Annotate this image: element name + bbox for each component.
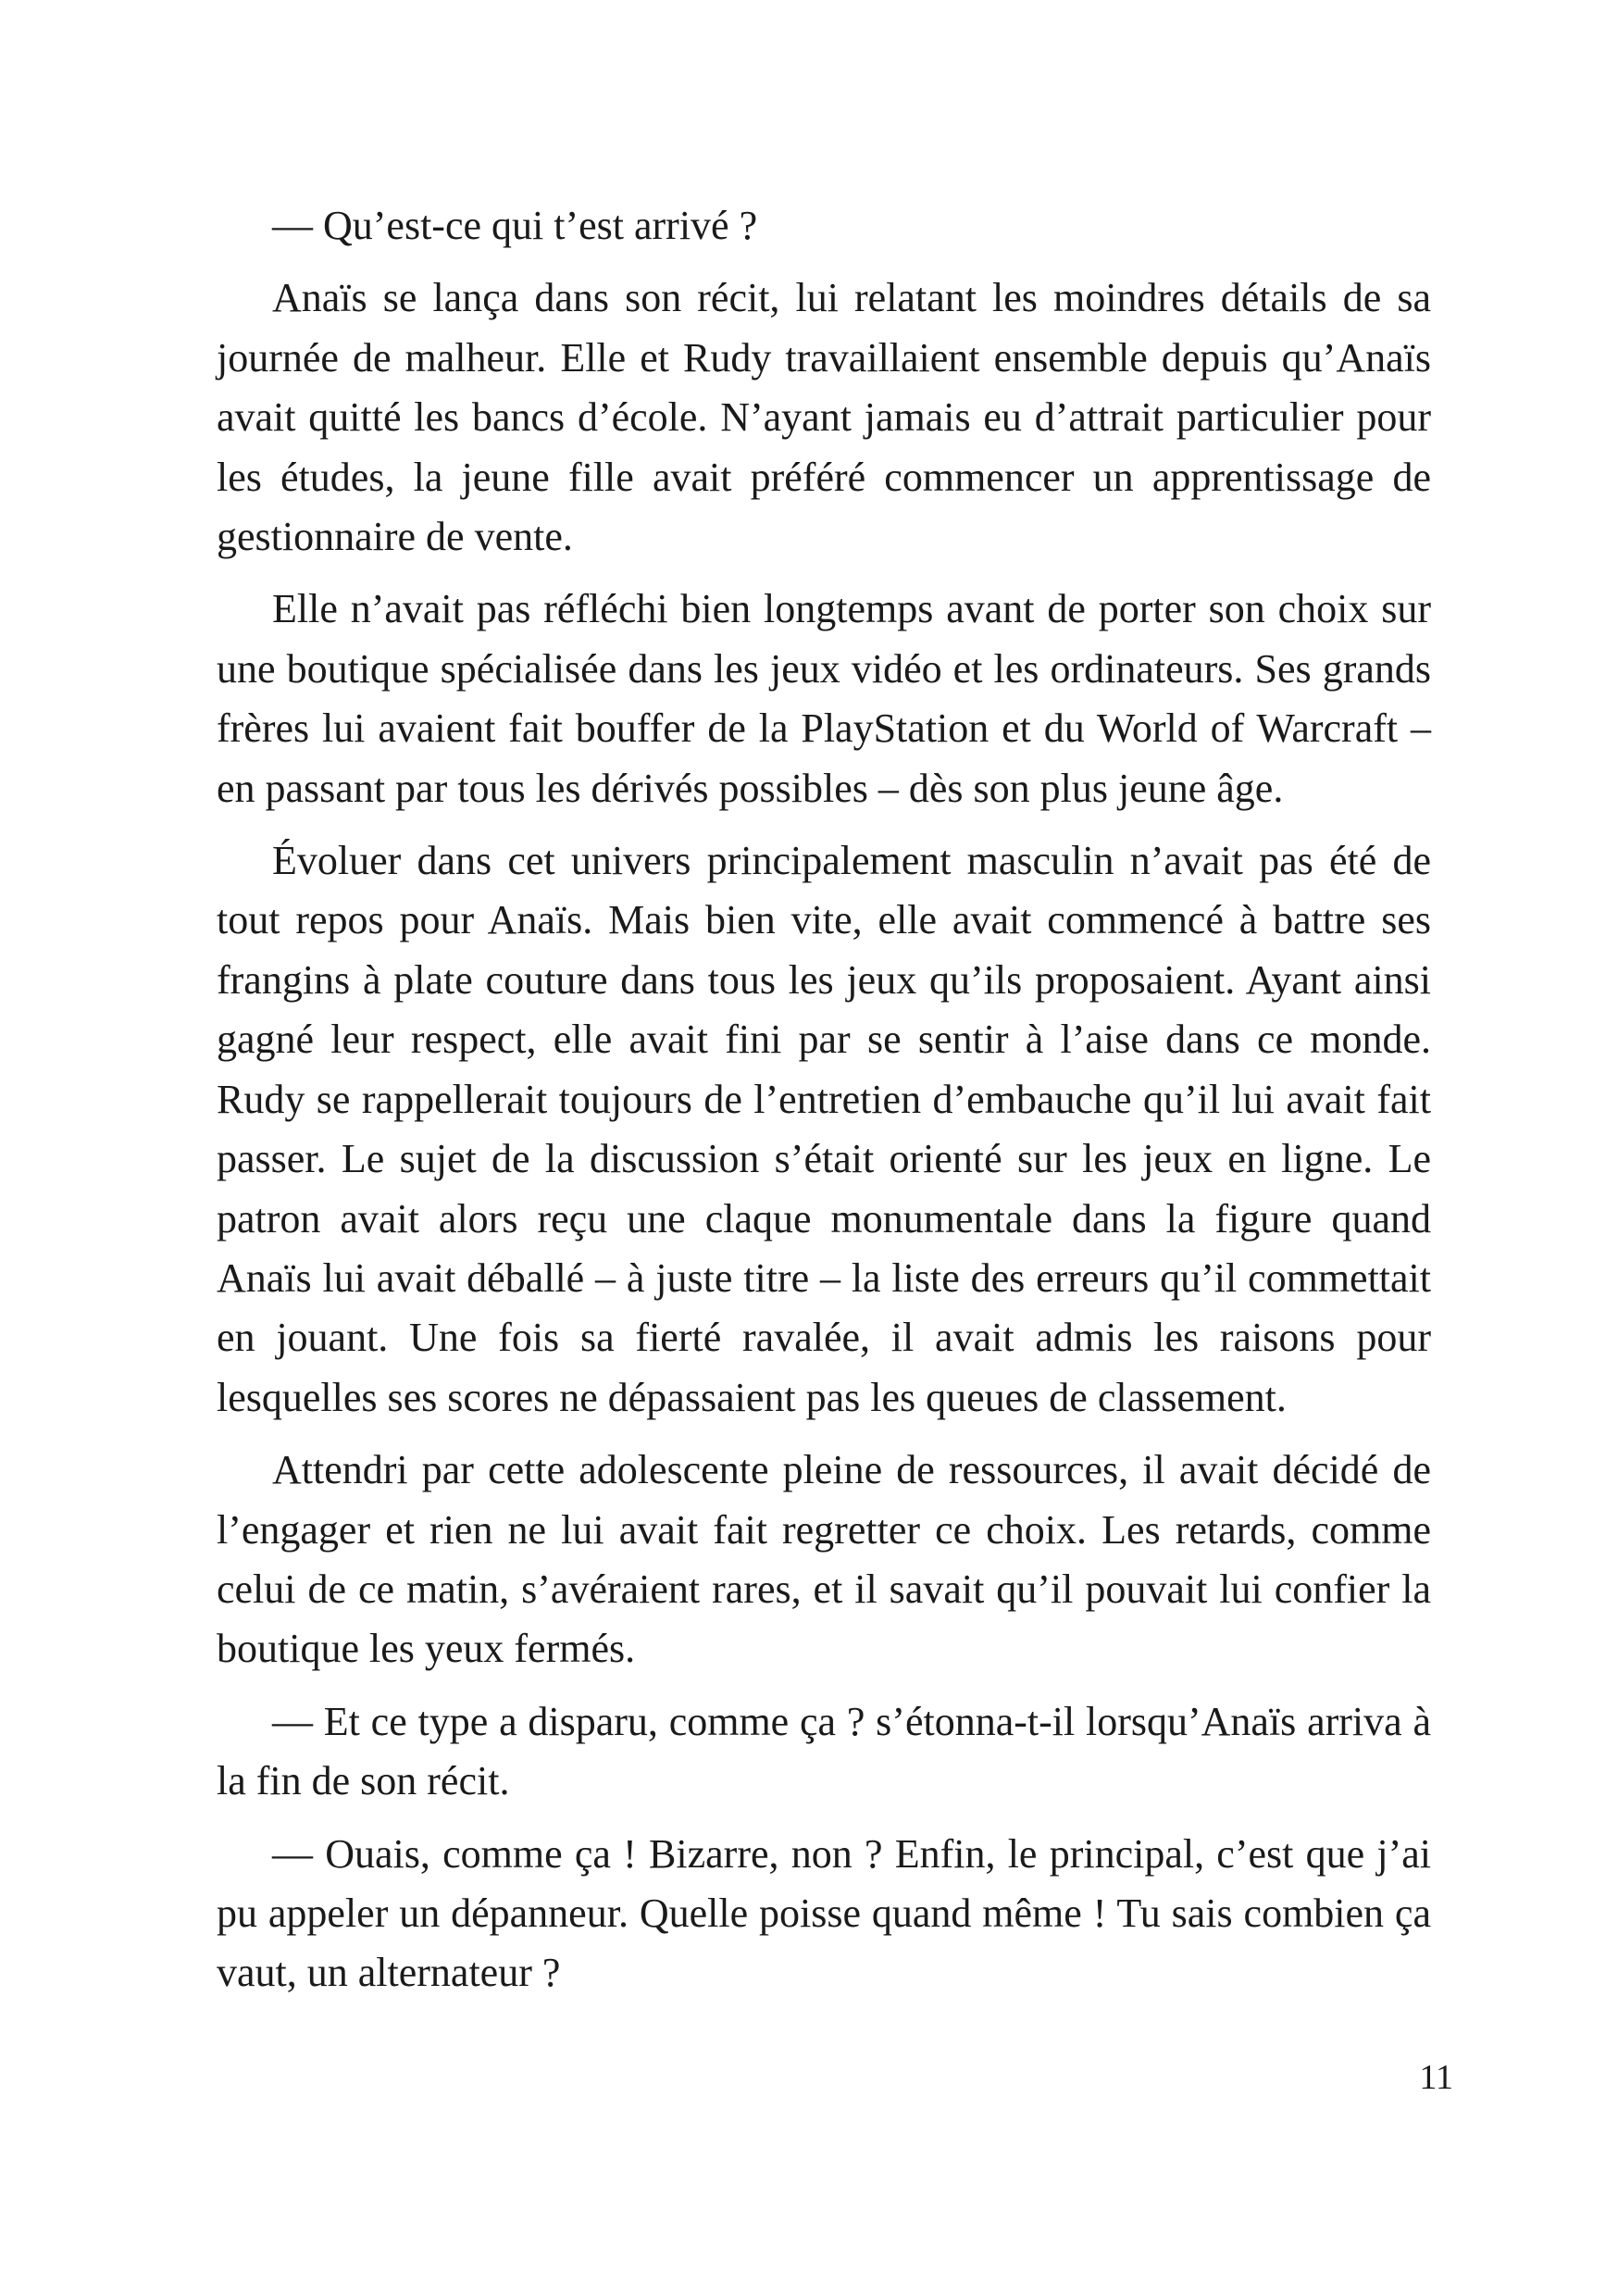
page-number: 11 [1419,2058,1453,2097]
paragraph: — Et ce type a disparu, comme ça ? s’étonna-t-il lorsqu’Anaïs arriva à la fin de son récit. [217,1698,1431,1804]
paragraph: — Qu’est-ce qui t’est arrivé ? [272,203,758,248]
paragraph: Anaïs se lança dans son récit, lui relatant les moindres détails de sa journée de malheur. Elle et Rudy travaillaient ensemble depuis qu’Anaïs avait quitté les bancs d’école. N’ayant jamais eu d’attrait particulier pour les études, la jeune fille avait préféré commencer un apprentissage de gestionnaire de vente. [217,275,1431,560]
paragraph: Elle n’avait pas réfléchi bien longtemps avant de porter son choix sur une boutique spécialisée dans les jeux vidéo et les ordinateurs. Ses grands frères lui avaient fait bouffer de la PlayStation et du World of Warcraft – en passant par tous les dérivés possibles – dès son plus jeune âge. [217,586,1431,811]
paragraph: — Ouais, comme ça ! Bizarre, non ? Enfin, le principal, c’est que j’ai pu appeler un dépanneur. Quelle poisse quand même ! Tu sais combien ça vaut, un alternateur ? [217,1830,1431,1996]
paragraph: Attendri par cette adolescente pleine de ressources, il avait décidé de l’engager et rien ne lui avait fait regretter ce choix. Les retards, comme celui de ce matin, s’avéraient rares, et il savait qu’il pouvait lui confier la boutique les yeux fermés. [217,1447,1431,1672]
paragraph: Évoluer dans cet univers principalement masculin n’avait pas été de tout repos pour Anaïs. Mais bien vite, elle avait commencé à battre ses frangins à plate couture dans tous les jeux qu’ils proposaient. Ayant ainsi gagné leur respect, elle avait fini par se sentir à l’aise dans ce monde. Rudy se rappellerait toujours de l’entretien d’embauche qu’il lui avait fait passer. Le sujet de la discussion s’était orienté sur les jeux en ligne. Le patron avait alors reçu une claque monumentale dans la figure quand Anaïs lui avait déballé – à juste titre – la liste des erreurs qu’il commettait en jouant. Une fois sa fierté ravalée, il avait admis les raisons pour lesquelles ses scores ne dépassaient pas les queues de classement. [217,838,1431,1420]
body-text [217,196,1431,2016]
